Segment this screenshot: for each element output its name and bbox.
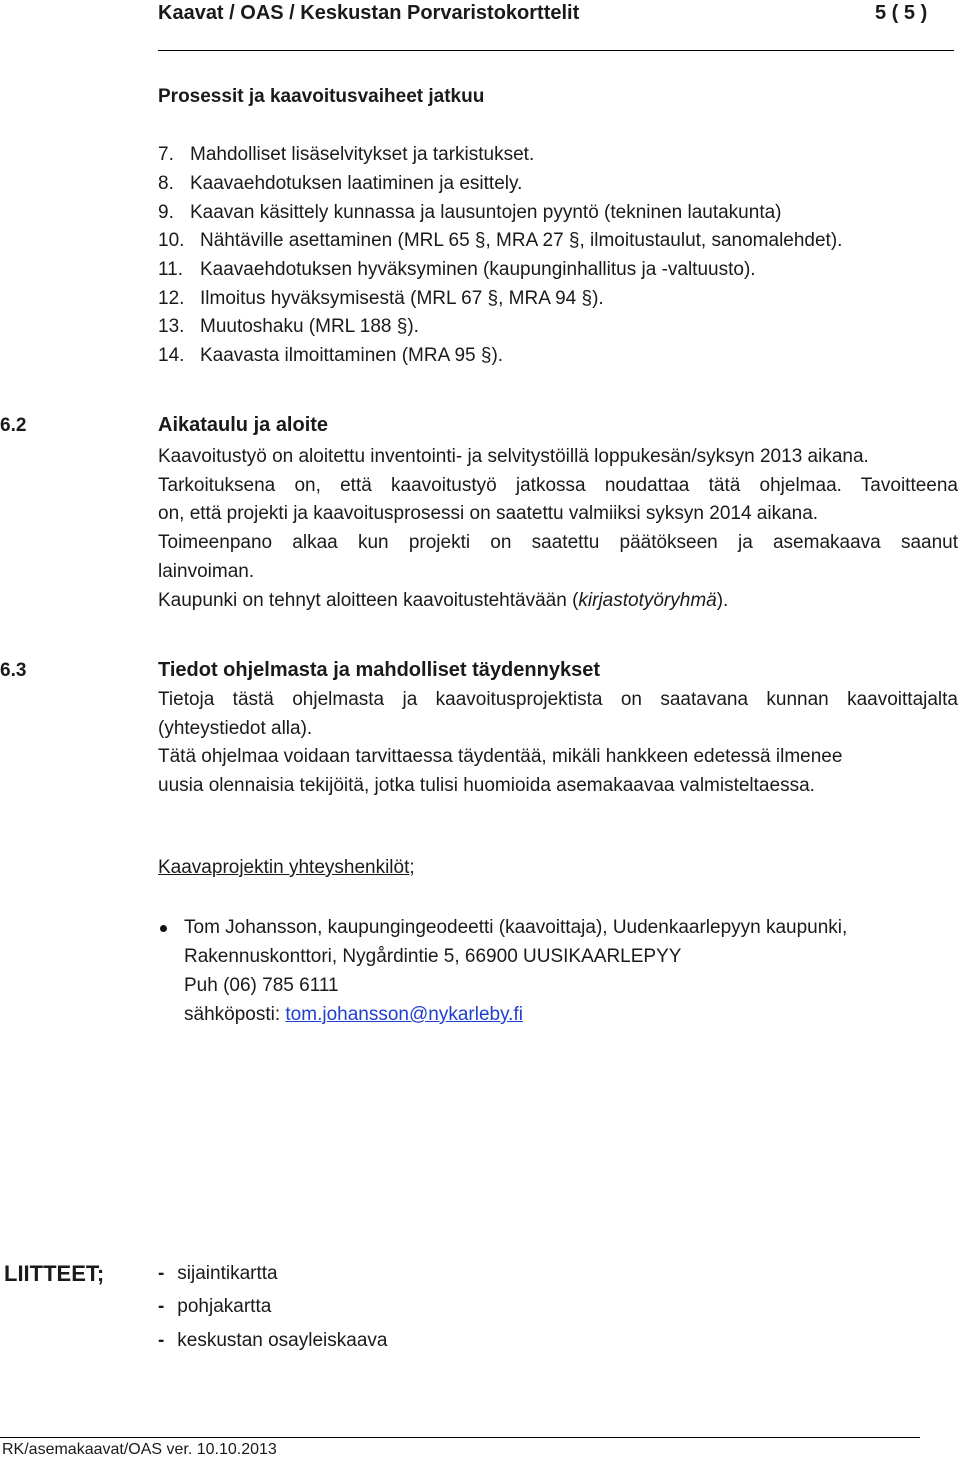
body-line: Tätä ohjelmaa voidaan tarvittaessa täydentää, mikäli hankkeen edetessä ilmenee <box>158 746 843 768</box>
footer-divider <box>0 1437 920 1438</box>
body-line: on, että projekti ja kaavoitusprosessi on saatettu valmiiksi syksyn 2014 aikana. <box>158 503 819 525</box>
body-line: (yhteystiedot alla). <box>158 717 313 739</box>
page-number: 5 ( 5 ) <box>875 2 928 24</box>
contact-line: Rakennuskonttori, Nygårdintie 5, 66900 UUSIKAARLEPYY <box>184 946 682 967</box>
body-line: uusia olennaisia tekijöitä, jotka tulisi huomioida asemakaavaa valmisteltaessa. <box>158 775 815 797</box>
process-item: 10. Nähtäville asettaminen (MRL 65 §, MRA 27 §, ilmoitustaulut, sanomalehdet). <box>158 230 843 251</box>
section-number: 6.2 <box>0 415 27 436</box>
contact-details <box>184 913 847 1029</box>
contacts-heading: Kaavaprojektin yhteyshenkilöt; <box>158 857 415 878</box>
section-number: 6.3 <box>0 660 27 681</box>
contact-line: Tom Johansson, kaupungingeodeetti (kaavoittaja), Uudenkaarlepyyn kaupunki, <box>184 917 848 938</box>
document-title: Kaavat / OAS / Keskustan Porvaristokorttelit <box>158 2 580 24</box>
contact-line: Puh (06) 785 6111 <box>184 975 339 996</box>
process-item: 8. Kaavaehdotuksen laatiminen ja esittely. <box>158 173 523 194</box>
process-item: 7. Mahdolliset lisäselvitykset ja tarkistukset. <box>158 144 535 165</box>
body-line: Tietoja tästä ohjelmasta ja kaavoitusprojektista on saatavana kunnan kaavoittajalta <box>158 689 958 710</box>
bullet-icon <box>160 925 167 932</box>
footer-text: RK/asemakaavat/OAS ver. 10.10.2013 <box>2 1441 277 1458</box>
attachment-item: - sijaintikartta <box>158 1263 278 1284</box>
body-line: lainvoiman. <box>158 560 255 582</box>
section-body <box>158 443 958 615</box>
process-item: 11. Kaavaehdotuksen hyväksyminen (kaupunginhallitus ja -valtuusto). <box>158 259 756 280</box>
process-item: 12. Ilmoitus hyväksymisestä (MRL 67 §, MRA 94 §). <box>158 288 604 309</box>
process-item: 14. Kaavasta ilmoittaminen (MRA 95 §). <box>158 345 504 366</box>
section-body <box>158 686 958 801</box>
process-item: 9. Kaavan käsittely kunnassa ja lausuntojen pyyntö (tekninen lautakunta) <box>158 202 782 223</box>
attachments-label: LIITTEET; <box>4 1261 105 1286</box>
body-line: Kaavoitustyö on aloitettu inventointi- ja selvitystöillä loppukesän/syksyn 2013 aikana. <box>158 446 869 467</box>
body-line: Toimeenpano alkaa kun projekti on saatettu päätökseen ja asemakaava saanut <box>158 532 958 554</box>
body-line: Tarkoituksena on, että kaavoitustyö jatkossa noudattaa tätä ohjelmaa. Tavoitteena <box>158 474 958 496</box>
section-title: Aikataulu ja aloite <box>158 414 329 436</box>
email-link[interactable]: tom.johansson@nykarleby.fi <box>285 1004 523 1025</box>
email-line: sähköposti: tom.johansson@nykarleby.fi <box>184 1004 523 1025</box>
attachment-item: - pohjakartta <box>158 1296 272 1317</box>
body-line: Kaupunki on tehnyt aloitteen kaavoitustehtävään (kirjastotyöryhmä). <box>158 589 729 611</box>
process-heading: Prosessit ja kaavoitusvaiheet jatkuu <box>158 86 485 107</box>
section-title: Tiedot ohjelmasta ja mahdolliset täydennykset <box>158 659 600 681</box>
process-item: 13. Muutoshaku (MRL 188 §). <box>158 316 419 337</box>
header-divider <box>158 50 954 51</box>
attachment-item: - keskustan osayleiskaava <box>158 1330 388 1351</box>
